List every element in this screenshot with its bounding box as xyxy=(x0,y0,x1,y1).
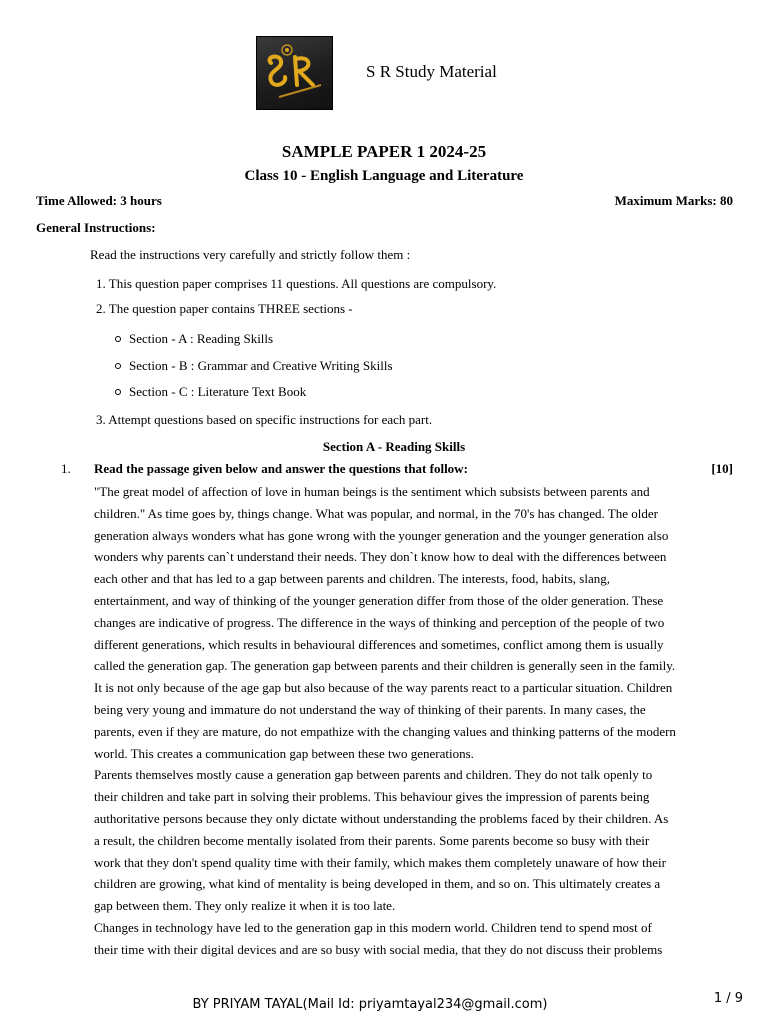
passage-line: their time with their digital devices and are so busy with social media, that they do not discuss their problems xyxy=(94,941,663,957)
passage-line: changes are indicative of progress. The difference in the ways of thinking and perception of the people of two xyxy=(94,614,665,630)
page-number: 1 / 9 xyxy=(713,991,743,1006)
passage-line: parents, even if they are mature, do not empathize with the changing values and thinking patterns of the modern xyxy=(94,723,676,739)
passage-line: being very young and immature do not understand the way of thinking of their parents. In many cases, the xyxy=(94,701,646,717)
passage-line: authoritative persons because they only dictate without understanding the problems faced by their children. As xyxy=(94,810,669,826)
maximum-marks: Maximum Marks: 80 xyxy=(614,193,733,208)
section-list-label: Section - B : Grammar and Creative Writing Skills xyxy=(129,358,393,373)
general-instructions-heading: General Instructions: xyxy=(36,220,156,235)
brand-name: S R Study Material xyxy=(366,62,497,81)
reading-passage xyxy=(94,481,714,961)
class-title: Class 10 - English Language and Literature xyxy=(244,168,524,184)
passage-line: world. This creates a communication gap between these two generations. xyxy=(94,745,474,761)
bullet-icon xyxy=(115,336,121,342)
instruction-item: 3. Attempt questions based on specific instructions for each part. xyxy=(96,412,433,427)
brand-logo xyxy=(256,36,333,110)
passage-line: called the generation gap. The generation gap between parents and their children is generally seen in the family. xyxy=(94,658,676,674)
passage-line: generation always wonders what has gone wrong with the younger generation and the younger generation also xyxy=(94,527,669,543)
passage-line: entertainment, and way of thinking of the younger generation differ from those of the older generation. These xyxy=(94,592,664,608)
bullet-icon xyxy=(115,389,121,395)
footer-author: BY PRIYAM TAYAL(Mail Id: priyamtayal234@gmail.com) xyxy=(192,997,548,1012)
passage-line: "The great model of affection of love in human beings is the sentiment which subsists between parents and xyxy=(94,484,650,499)
passage-line: different generations, which results in behavioural differences and sometimes, conflict among them is usually xyxy=(94,636,664,652)
instructions-intro: Read the instructions very carefully and strictly follow them : xyxy=(90,247,411,262)
passage-line: gap between them. They only realize it when it is too late. xyxy=(94,898,396,914)
question-marks: [10] xyxy=(711,461,733,476)
passage-line: work that they don't spend quality time with their family, which makes them completely unaware of how their xyxy=(94,854,666,870)
passage-line: It is not only because of the age gap but also because of the way parents react to a particular situation. Children xyxy=(94,680,673,696)
bullet-icon xyxy=(115,363,121,369)
instruction-item: 2. The question paper contains THREE sections - xyxy=(96,301,353,316)
section-list-label: Section - A : Reading Skills xyxy=(129,331,274,346)
passage-line: each other and that has led to a gap between parents and children. The interests, food, habits, slang, xyxy=(94,571,610,587)
passage-line: Changes in technology have led to the generation gap in this modern world. Children tend to spend most of xyxy=(94,919,652,935)
passage-line: Parents themselves mostly cause a generation gap between parents and children. They do not talk openly to xyxy=(94,767,653,783)
passage-line: children." As time goes by, things change. What was popular, and normal, in the 70's has changed. The older xyxy=(94,505,658,521)
paper-title: SAMPLE PAPER 1 2024-25 xyxy=(281,142,487,161)
question-prompt: Read the passage given below and answer the questions that follow: xyxy=(94,461,468,476)
passage-line: wonders why parents can`t understand their needs. They don`t know how to deal with the differences between xyxy=(94,549,667,565)
section-list-label: Section - C : Literature Text Book xyxy=(129,384,307,399)
passage-line: children are growing, what kind of mentality is being developed in them, and so on. This ultimately creates a xyxy=(94,876,661,892)
passage-line: their children and take part in solving their problems. This behaviour gives the impression of parents being xyxy=(94,789,650,805)
section-a-heading: Section A - Reading Skills xyxy=(322,439,466,454)
logo-mark xyxy=(257,37,332,109)
passage-line: a result, the children become mentally isolated from their parents. Some parents become so busy with their xyxy=(94,832,650,848)
instruction-item: 1. This question paper comprises 11 questions. All questions are compulsory. xyxy=(96,276,497,291)
question-number: 1. xyxy=(61,461,71,476)
time-allowed: Time Allowed: 3 hours xyxy=(36,193,162,208)
